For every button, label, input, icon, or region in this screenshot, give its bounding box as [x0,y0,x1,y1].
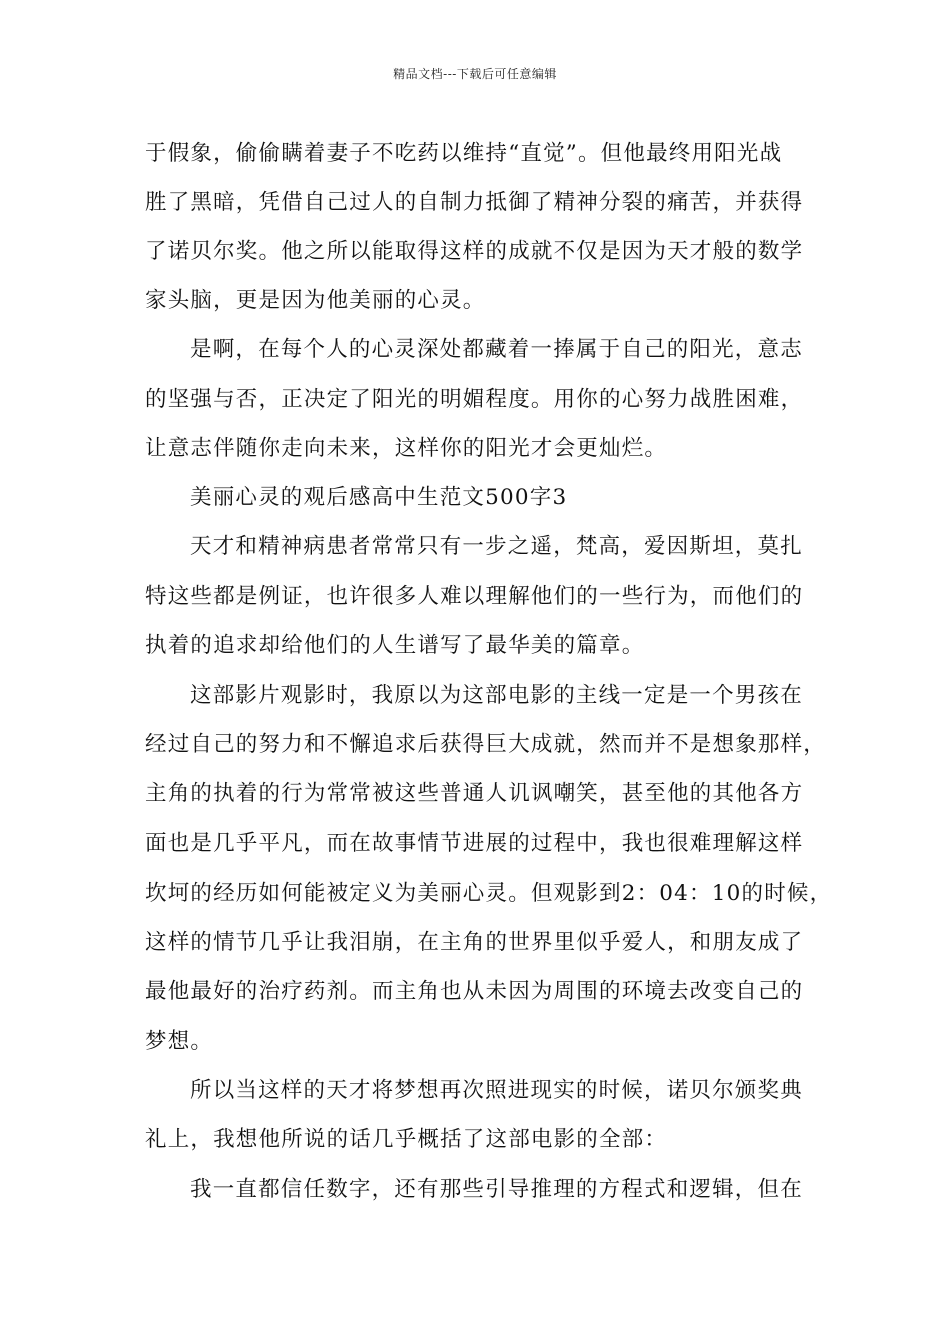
text-line: 让意志伴随你走向未来，这样你的阳光才会更灿烂。 [145,436,668,461]
text-line: 面也是几乎平凡，而在故事情节进展的过程中，我也很难理解这样 [145,831,804,856]
text-line: 这样的情节几乎让我泪崩，在主角的世界里似乎爱人，和朋友成了 [145,930,804,955]
text-line: 是啊，在每个人的心灵深处都藏着一捧属于自己的阳光，意志 [190,337,803,362]
text-line: 特这些都是例证，也许很多人难以理解他们的一些行为，而他们的 [145,584,804,609]
text-line: 我一直都信任数字，还有那些引导推理的方程式和逻辑，但在 [190,1177,803,1202]
page-header: 精品文档---下载后可任意编辑 [393,67,557,81]
text-line: 所以当这样的天才将梦想再次照进现实的时候，诺贝尔颁奖典 [190,1078,803,1103]
text-line: 主角的执着的行为常常被这些普通人讥讽嘲笑，甚至他的其他各方 [145,781,804,806]
text-line: 最他最好的治疗药剂。而主角也从未因为周围的环境去改变自己的 [145,979,804,1004]
text-line: 坎坷的经历如何能被定义为美丽心灵。但观影到2：04：10的时候， [145,881,833,906]
text-line: 经过自己的努力和不懈追求后获得巨大成就，然而并不是想象那样， [145,732,827,757]
text-line: 家头脑，更是因为他美丽的心灵。 [145,288,486,313]
text-line: 于假象，偷偷瞒着妻子不吃药以维持“直觉”。但他最终用阳光战 [145,141,783,166]
text-line: 的坚强与否，正决定了阳光的明媚程度。用你的心努力战胜困难， [145,387,804,412]
text-line: 胜了黑暗，凭借自己过人的自制力抵御了精神分裂的痛苦，并获得 [145,190,804,215]
text-line: 梦想。 [145,1029,214,1054]
text-line: 这部影片观影时，我原以为这部电影的主线一定是一个男孩在 [190,683,803,708]
text-line: 了诺贝尔奖。他之所以能取得这样的成就不仅是因为天才般的数学 [145,239,804,264]
text-line: 天才和精神病患者常常只有一步之遥，梵高，爱因斯坦，莫扎 [190,534,803,559]
text-line: 执着的追求却给他们的人生谱写了最华美的篇章。 [145,633,645,658]
section-heading: 美丽心灵的观后感高中生范文500字3 [190,485,568,510]
text-line: 礼上，我想他所说的话几乎概括了这部电影的全部： [145,1127,668,1152]
